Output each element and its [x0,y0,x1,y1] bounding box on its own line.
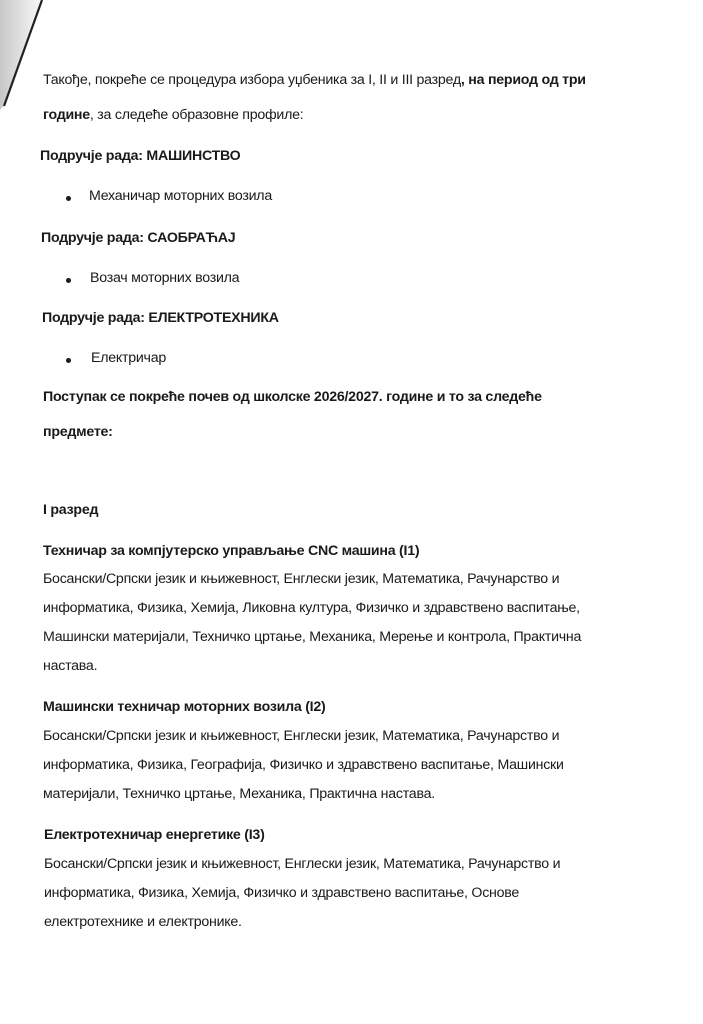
subject-line: информатика, Физика, Хемија, Физичко и здравствено васпитање, Основе [44,885,520,901]
subject-line: електротехнике и електронике. [44,914,242,930]
grade-title: I разред [43,502,99,518]
subject-line: Босански/Српски језик и књижевност, Енглески језик, Математика, Рачунарство и [43,728,560,744]
program-title: Техничар за компјутерско управљање CNC машина (I1) [43,543,420,559]
intro-emphasis: , на период од три [460,72,586,88]
intro-text: , за следеће образовне профиле: [89,107,304,123]
subject-line: информатика, Физика, Географија, Физичко и здравствено васпитање, Машински [43,757,564,773]
bullet-icon [66,278,71,283]
intro-line-2 [43,107,303,123]
program-title: Машински техничар моторних возила (I2) [43,699,326,715]
profile-item: Електричар [91,350,166,366]
procedure-line-2: предмете: [43,424,113,440]
subject-line: настава. [43,658,98,674]
subject-line: Босански/Српски језик и књижевност, Енглески језик, Математика, Рачунарство и [43,571,560,587]
program-title: Електротехничар енергетике (I3) [44,827,265,843]
area-heading-mechanical: Подручје рада: МАШИНСТВО [40,148,241,164]
profile-item: Возач моторних возила [90,270,240,286]
bullet-icon [66,196,71,201]
intro-text: Такође, покреће се процедура избора уџбеника за I, II и III разред [43,72,461,88]
profile-item: Механичар моторних возила [89,188,272,204]
subject-line: информатика, Физика, Хемија, Ликовна култура, Физичко и здравствено васпитање, [43,600,580,616]
intro-emphasis: године [43,107,90,123]
area-heading-electrical: Подручје рада: ЕЛЕКТРОТЕХНИКА [42,310,279,326]
subject-line: материјали, Техничко цртање, Механика, Практична настава. [43,786,435,802]
bullet-icon [66,358,71,363]
area-heading-traffic: Подручје рада: САОБРАЋАЈ [41,230,236,246]
subject-line: Машински материјали, Техничко цртање, Механика, Мерење и контрола, Практична [43,629,582,645]
subject-line: Босански/Српски језик и књижевност, Енглески језик, Математика, Рачунарство и [44,856,561,872]
procedure-line-1: Поступак се покреће почев од школске 2026/2027. године и то за следеће [43,389,542,405]
intro-line-1 [43,72,586,88]
